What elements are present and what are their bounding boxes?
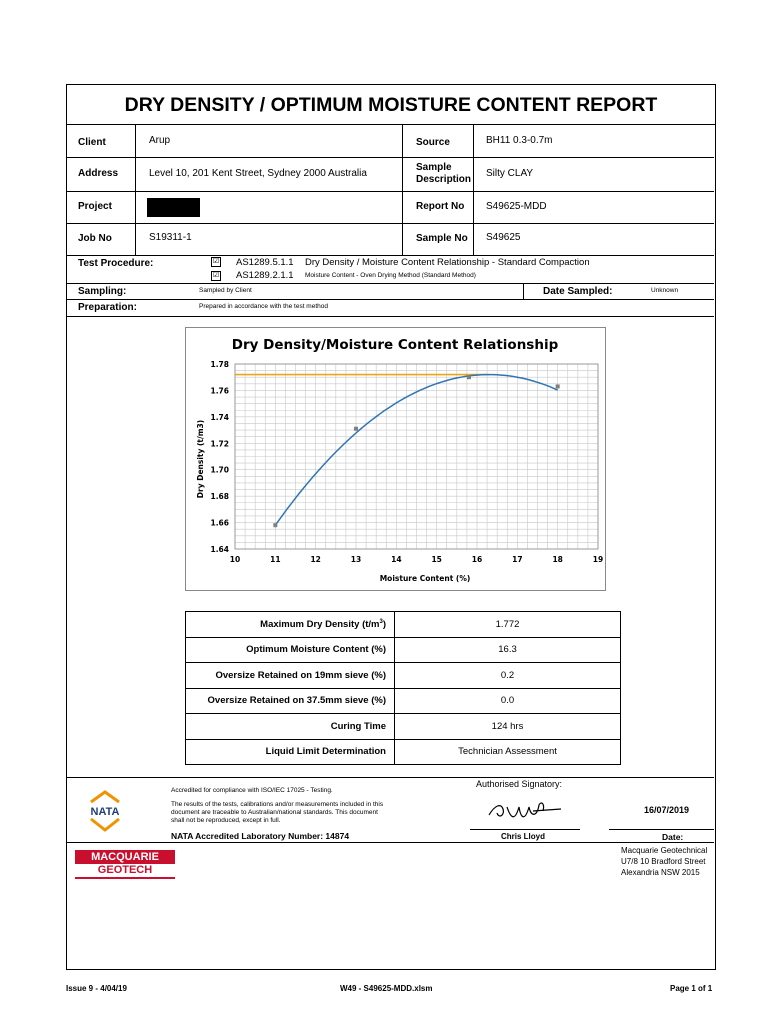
company-logo-line-2: GEOTECH bbox=[75, 864, 175, 879]
signature-image bbox=[485, 793, 565, 825]
x-tick-label: 13 bbox=[350, 555, 362, 564]
accreditation-line-4: shall not be reproduced, except in full. bbox=[171, 817, 281, 824]
preparation-label: Preparation: bbox=[78, 302, 137, 313]
sample-no-label: Sample No bbox=[416, 233, 468, 244]
x-axis-label: Moisture Content (%) bbox=[379, 574, 471, 583]
footer-issue: Issue 9 - 4/04/19 bbox=[66, 984, 127, 993]
report-no-label: Report No bbox=[416, 201, 465, 212]
procedure-2-desc: Moisture Content - Oven Drying Method (Standard Method) bbox=[305, 272, 476, 279]
procedure-1-code: AS1289.5.1.1 bbox=[236, 257, 294, 268]
signatory-name: Chris Lloyd bbox=[501, 832, 546, 841]
signatory-label: Authorised Signatory: bbox=[476, 779, 563, 789]
result-label: Liquid Limit Determination bbox=[186, 739, 395, 765]
y-tick-label: 1.76 bbox=[210, 386, 229, 396]
result-value: 124 hrs bbox=[395, 714, 621, 740]
data-point bbox=[354, 427, 358, 431]
x-tick-label: 11 bbox=[270, 555, 281, 564]
client-label: Client bbox=[78, 137, 106, 148]
nata-lab-number: NATA Accredited Laboratory Number: 14874 bbox=[171, 831, 350, 841]
x-tick-label: 17 bbox=[512, 555, 523, 564]
procedure-2-checkbox: ☑ bbox=[212, 272, 220, 279]
footer-page: Page 1 of 1 bbox=[670, 984, 713, 993]
address-value: Level 10, 201 Kent Street, Sydney 2000 Australia bbox=[149, 168, 367, 179]
result-value: 0.0 bbox=[395, 688, 621, 714]
sample-desc-label-1: Sample bbox=[416, 162, 452, 173]
chart-title: Dry Density/Moisture Content Relationship bbox=[231, 337, 559, 353]
y-tick-label: 1.72 bbox=[210, 439, 229, 449]
result-label: Maximum Dry Density $(t/m^3)$ bbox=[186, 612, 395, 638]
x-tick-label: 12 bbox=[310, 555, 321, 564]
y-tick-label: 1.64 bbox=[210, 545, 229, 554]
job-no-value: S19311-1 bbox=[149, 232, 192, 243]
y-tick-label: 1.68 bbox=[210, 492, 229, 502]
company-logo-line-1: MACQUARIE bbox=[75, 850, 175, 864]
y-tick-label: 1.78 bbox=[210, 360, 229, 369]
table-row bbox=[186, 612, 621, 638]
y-tick-label: 1.66 bbox=[210, 518, 229, 528]
table-row bbox=[186, 663, 621, 689]
accreditation-line-1: Accredited for compliance with ISO/IEC 17025 - Testing. bbox=[171, 787, 333, 794]
x-tick-label: 18 bbox=[552, 555, 563, 564]
x-tick-label: 19 bbox=[592, 555, 604, 564]
table-row bbox=[186, 688, 621, 714]
sample-desc-label-2: Description bbox=[416, 174, 472, 185]
test-procedure-label: Test Procedure: bbox=[78, 258, 154, 269]
table-row bbox=[186, 637, 621, 663]
sample-no-value: S49625 bbox=[486, 232, 521, 243]
x-tick-label: 15 bbox=[431, 555, 442, 564]
table-row bbox=[186, 739, 621, 765]
date-sampled-label: Date Sampled: bbox=[543, 286, 613, 297]
company-name: Macquarie Geotechnical bbox=[621, 846, 708, 855]
result-label: Oversize Retained on 37.5mm sieve (%) bbox=[186, 688, 395, 714]
result-value: Technician Assessment bbox=[395, 739, 621, 765]
result-value: 16.3 bbox=[395, 637, 621, 663]
result-label: Curing Time bbox=[186, 714, 395, 740]
company-address-2: Alexandria NSW 2015 bbox=[621, 868, 700, 877]
data-point bbox=[273, 523, 277, 527]
report-no-value: S49625-MDD bbox=[486, 201, 547, 212]
x-tick-label: 14 bbox=[391, 555, 402, 564]
procedure-2-code: AS1289.2.1.1 bbox=[236, 270, 294, 281]
data-point bbox=[467, 375, 471, 379]
job-no-label: Job No bbox=[78, 233, 112, 244]
report-title: DRY DENSITY / OPTIMUM MOISTURE CONTENT REPORT bbox=[67, 85, 715, 125]
result-label: Optimum Moisture Content (%) bbox=[186, 637, 395, 663]
x-tick-label: 10 bbox=[229, 555, 241, 564]
y-axis-label: Dry Density (t/m3) bbox=[196, 419, 205, 499]
results-table bbox=[185, 611, 621, 765]
project-redacted-value bbox=[147, 198, 200, 217]
address-label: Address bbox=[78, 168, 119, 179]
accreditation-line-2: The results of the tests, calibrations and/or measurements included in this bbox=[171, 801, 384, 808]
signed-date: 16/07/2019 bbox=[644, 805, 690, 815]
svg-text:NATA: NATA bbox=[90, 806, 120, 818]
sampling-label: Sampling: bbox=[78, 286, 127, 297]
project-label: Project bbox=[78, 201, 112, 212]
data-point bbox=[556, 384, 560, 388]
dry-density-chart bbox=[185, 327, 606, 591]
sampling-value: Sampled by Client bbox=[199, 287, 252, 294]
table-row bbox=[186, 714, 621, 740]
client-value: Arup bbox=[149, 135, 171, 146]
result-label: Oversize Retained on 19mm sieve (%) bbox=[186, 663, 395, 689]
source-label: Source bbox=[416, 137, 450, 148]
company-address-1: U7/8 10 Bradford Street bbox=[621, 857, 706, 866]
result-value: 0.2 bbox=[395, 663, 621, 689]
report-frame bbox=[66, 84, 716, 970]
source-value: BH11 0.3-0.7m bbox=[486, 135, 553, 146]
y-tick-label: 1.70 bbox=[210, 465, 229, 475]
preparation-value: Prepared in accordance with the test method bbox=[199, 303, 328, 310]
nata-logo bbox=[85, 789, 125, 833]
procedure-1-checkbox: ☑ bbox=[212, 258, 220, 265]
procedure-1-desc: Dry Density / Moisture Content Relationship - Standard Compaction bbox=[305, 257, 590, 268]
accreditation-line-3: document are traceable to Australian/national standards. This document bbox=[171, 809, 378, 816]
date-sampled-value: Unknown bbox=[651, 287, 679, 294]
y-tick-label: 1.74 bbox=[210, 412, 229, 422]
result-value: 1.772 bbox=[395, 612, 621, 638]
footer-file: W49 - S49625-MDD.xlsm bbox=[340, 984, 433, 993]
sample-desc-value: Silty CLAY bbox=[486, 168, 534, 179]
date-label: Date: bbox=[662, 832, 684, 842]
x-tick-label: 16 bbox=[471, 555, 483, 564]
